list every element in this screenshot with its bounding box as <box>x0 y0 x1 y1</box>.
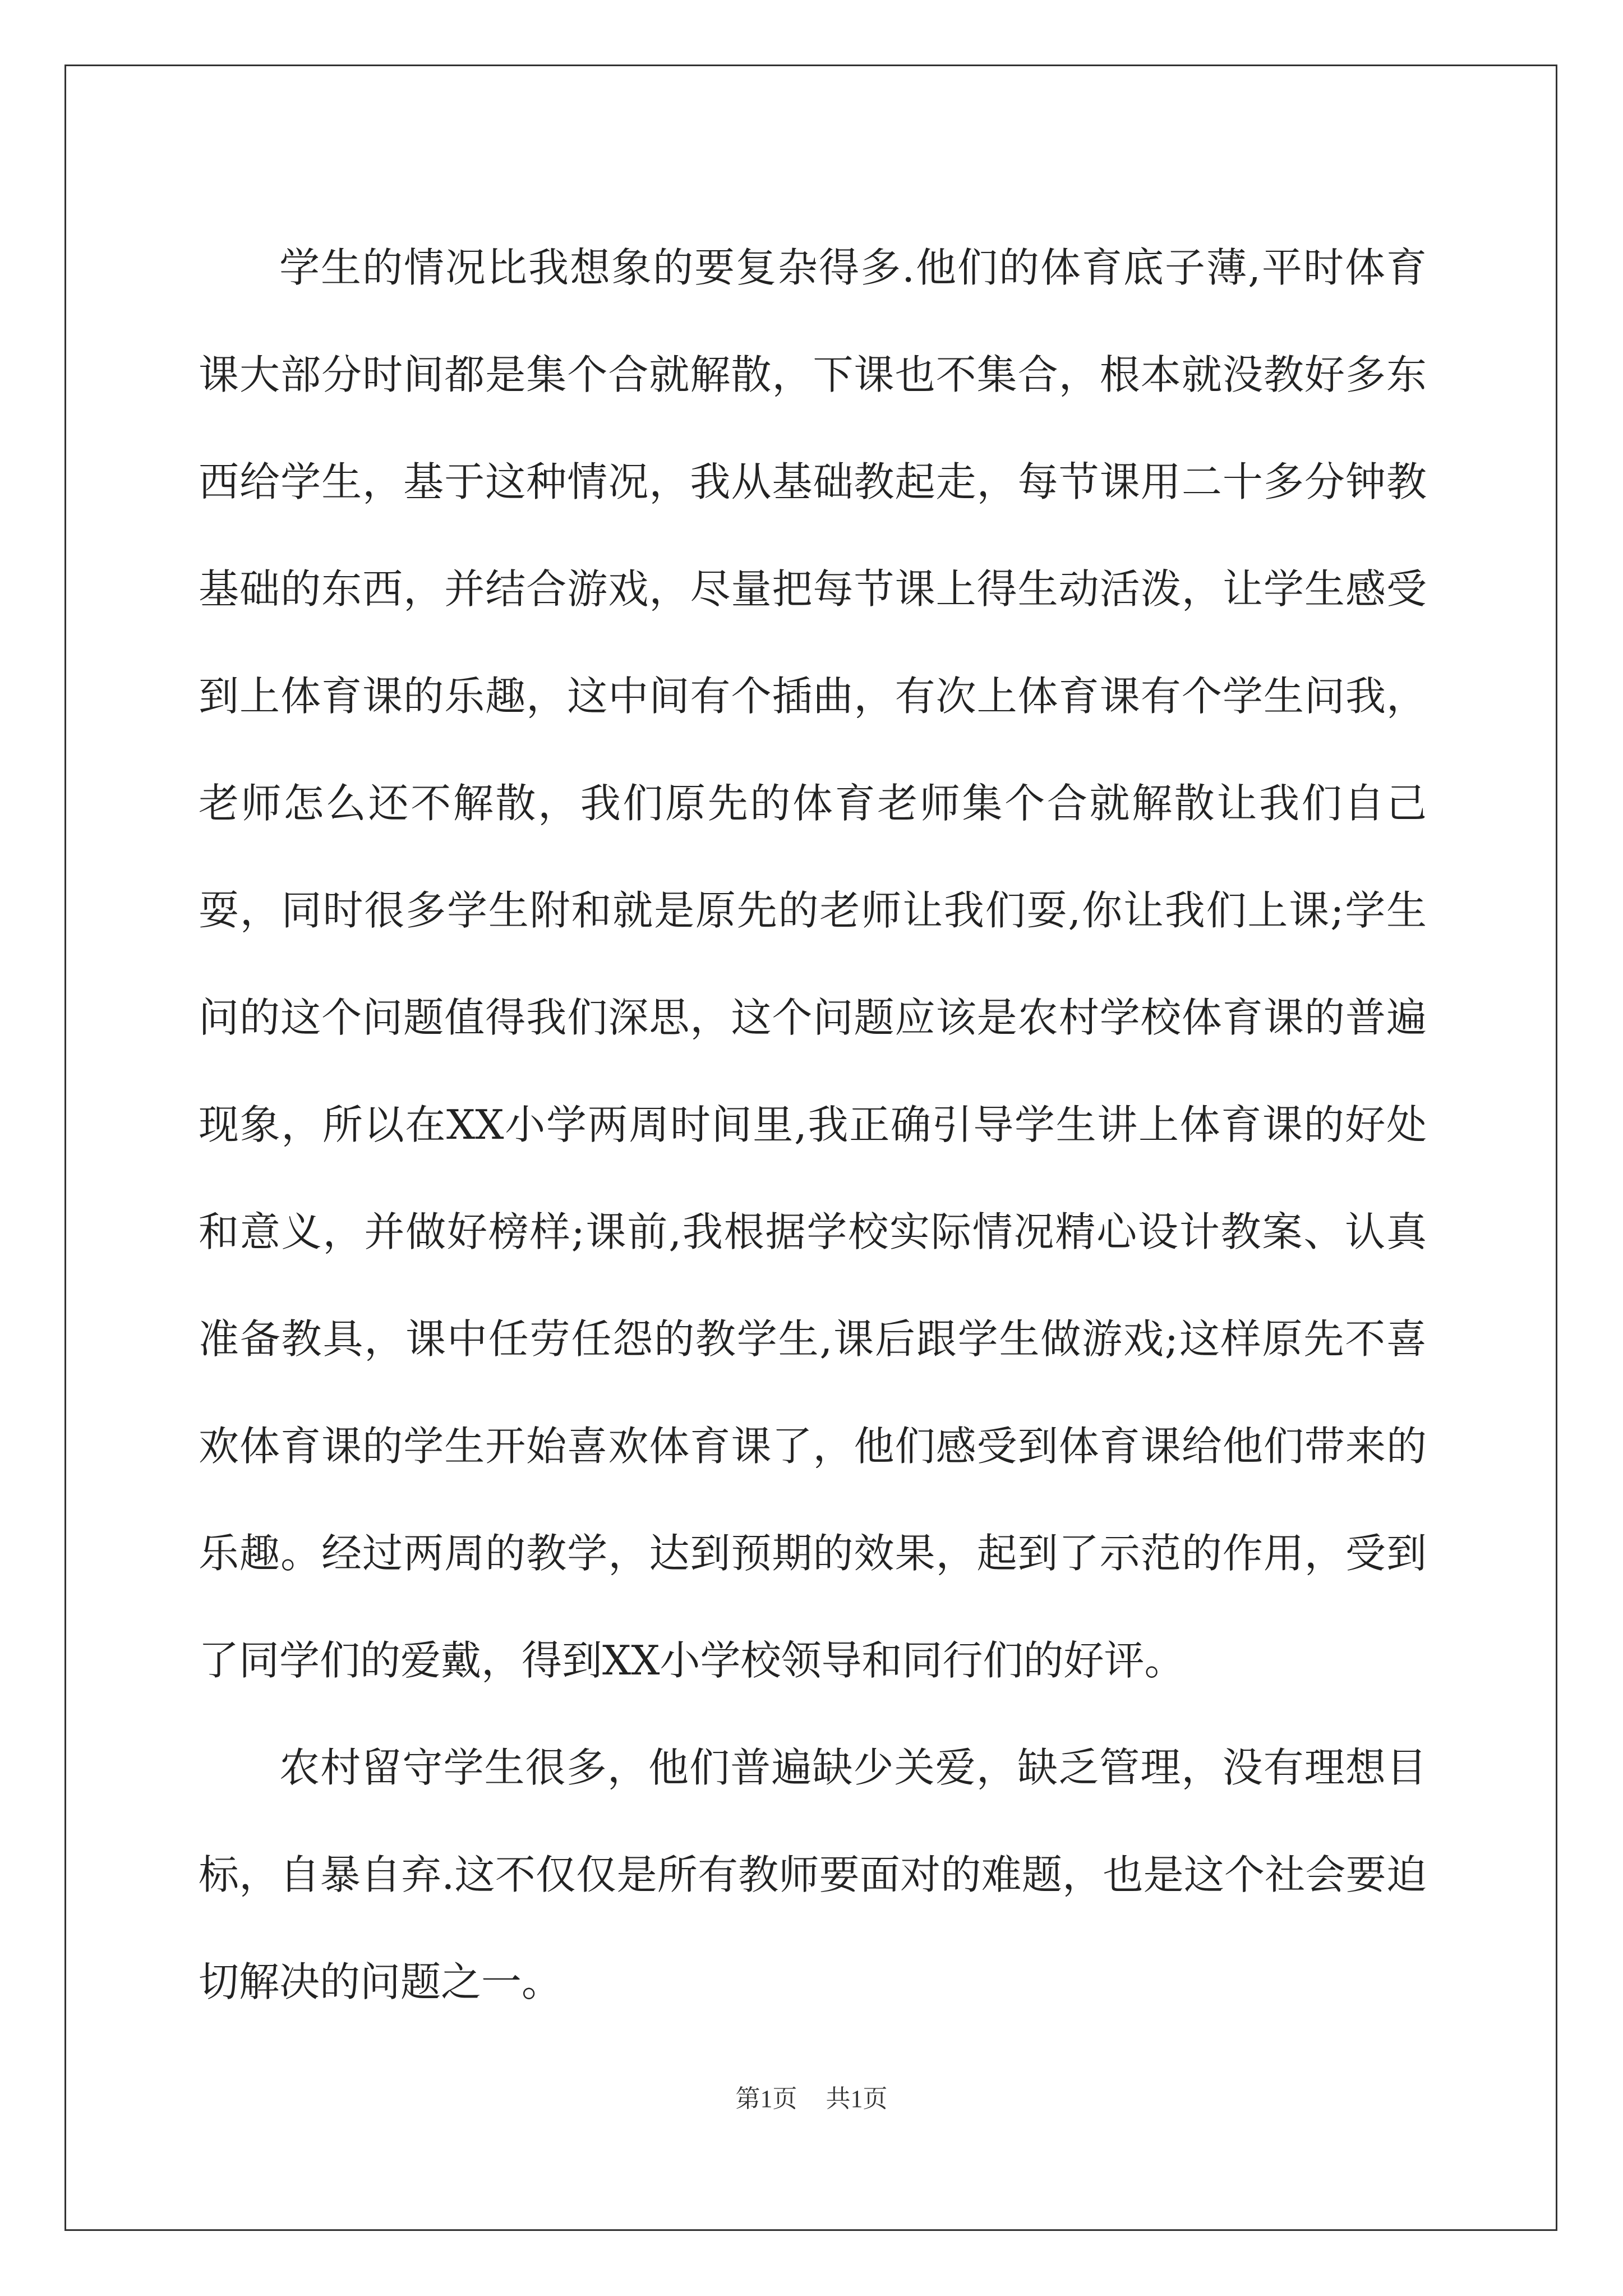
paragraph-2: 农村留守学生很多，他们普遍缺少关爱，缺乏管理，没有理想目标，自暴自弃.这不仅仅是所有教师要面对的难题，也是这个社会要迫切解决的问题之一。 <box>199 1744 1427 2005</box>
page-footer <box>0 2078 1623 2114</box>
page-number-total: 共1页 <box>826 2085 888 2113</box>
page-number-current: 第1页 <box>735 2085 797 2113</box>
paragraph-1: 学生的情况比我想象的要复杂得多.他们的体育底子薄,平时体育课大部分时间都是集个合就解散，下课也不集合，根本就没教好多东西给学生，基于这种情况，我从基础教起走，每节课用二十多分钟教基础的东西，并结合游戏，尽量把每节课上得生动活泼，让学生感受到上体育课的乐趣，这中间有个插曲，有次上体育课有个学生问我，老师怎么还不解散，我们原先的体育老师集个合就解散让我们自己耍，同时很多学生附和就是原先的老师让我们耍,你让我们上课;学生问的这个问题值得我们深思，这个问题应该是农村学校体育课的普遍现象，所以在XX小学两周时间里,我正确引导学生讲上体育课的好处和意义，并做好榜样;课前,我根据学校实际情况精心设计教案、认真准备教具，课中任劳任怨的教学生,课后跟学生做游戏;这样原先不喜欢体育课的学生开始喜欢体育课了，他们感受到体育课给他们带来的乐趣。经过两周的教学，达到预期的效果，起到了示范的作用，受到了同学们的爱戴，得到XX小学校领导和同行们的好评。 <box>199 244 1427 1684</box>
document-body <box>199 214 1427 2036</box>
